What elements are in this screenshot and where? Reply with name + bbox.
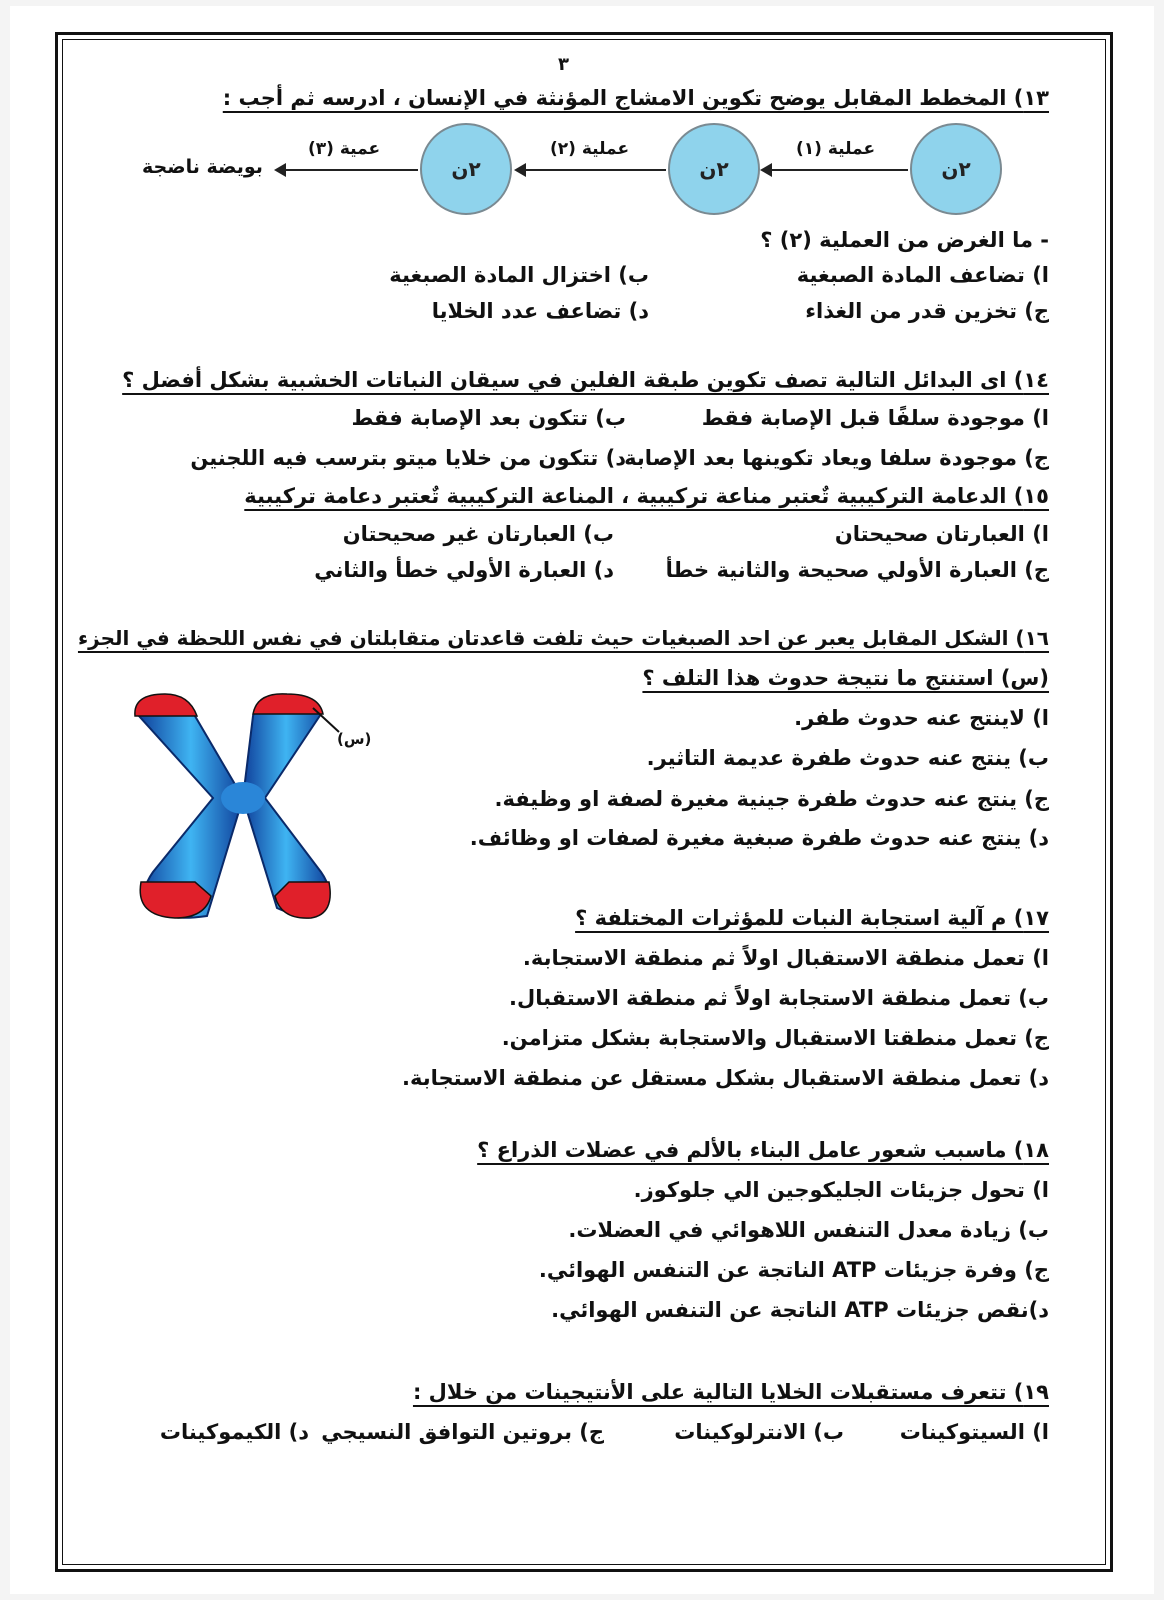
q17-option-c: ج) تعمل منطقتا الاستقبال والاستجابة بشكل متزامن.: [501, 1026, 1049, 1050]
q17-option-b: ب) تعمل منطقة الاستجابة اولاً ثم منطقة الاستقبال.: [509, 986, 1049, 1010]
chromosome-figure: [125, 686, 385, 926]
cell-2n-1: ٢ن: [910, 123, 1002, 215]
q16-option-d: د) ينتج عنه حدوث طفرة صبغية مغيرة لصفات او وظائف.: [469, 826, 1049, 850]
q13-option-a: ا) تضاعف المادة الصبغية: [796, 263, 1049, 287]
q14-option-d: د) تتكون من خلايا ميتو بترسب فيه اللجنين: [190, 446, 626, 470]
q18-option-d: د)نقص جزيئات ATP الناتجة عن التنفس الهوائي.: [551, 1298, 1049, 1322]
question-16-title-line1: ١٦) الشكل المقابل يعبر عن احد الصبغيات حيث تلفت قاعدتان متقابلتان في نفس اللحظة في الجزء: [77, 626, 1049, 650]
q16-option-b: ب) ينتج عنه حدوث طفرة عديمة التاثير.: [646, 746, 1049, 770]
q17-option-a: ا) تعمل منطقة الاستقبال اولاً ثم منطقة الاستجابة.: [522, 946, 1049, 970]
question-13-subquestion: - ما الغرض من العملية (٢) ؟: [760, 228, 1049, 252]
page-number: ٣: [558, 54, 569, 75]
q14-option-c: ج) موجودة سلفا ويعاد تكوينها بعد الإصابة: [624, 446, 1049, 470]
chromosome-icon: [125, 686, 385, 926]
process-2-label: عملية (٢): [550, 139, 630, 159]
q16-option-c: ج) ينتج عنه حدوث طفرة جينية مغيرة لصفة او وظيفة.: [494, 787, 1049, 811]
q19-option-d: د) الكيموكينات: [159, 1420, 309, 1444]
cell-2n-3: ٢ن: [420, 123, 512, 215]
q16-option-a: ا) لاينتج عنه حدوث طفر.: [794, 706, 1049, 730]
worksheet-page: [10, 6, 1154, 1594]
q18-option-a: ا) تحول جزيئات الجليكوجين الي جلوكوز.: [633, 1178, 1049, 1202]
q14-option-a: ا) موجودة سلفًا قبل الإصابة فقط: [701, 406, 1049, 430]
question-18-title: ١٨) ماسبب شعور عامل البناء بالألم في عضلات الذراع ؟: [477, 1138, 1049, 1162]
question-17-title: ١٧) م آلية استجابة النبات للمؤثرات المختلفة ؟: [575, 906, 1049, 930]
mature-ovum-label: بويضة ناضجة: [142, 156, 263, 178]
arrow-process-2: [524, 169, 666, 171]
q18-option-b: ب) زيادة معدل التنفس اللاهوائي في العضلات.: [568, 1218, 1049, 1242]
cell-2n-2: ٢ن: [668, 123, 760, 215]
arrow-process-3: [284, 169, 418, 171]
q17-option-d: د) تعمل منطقة الاستقبال بشكل مستقل عن منطقة الاستجابة.: [402, 1066, 1049, 1090]
process-3-label: عمية (٣): [308, 139, 381, 159]
question-13-title: ١٣) المخطط المقابل يوضح تكوين الامشاج المؤنثة في الإنسان ، ادرسه ثم أجب :: [222, 86, 1049, 110]
q19-option-b: ب) الانترلوكينات: [674, 1420, 844, 1444]
process-1-label: عملية (١): [796, 139, 876, 159]
q19-option-a: ا) السيتوكينات: [899, 1420, 1049, 1444]
q19-option-c: ج) بروتين التوافق النسيجي: [321, 1420, 604, 1444]
q13-option-d: د) تضاعف عدد الخلايا: [431, 299, 649, 323]
q13-option-c: ج) تخزين قدر من الغذاء: [805, 299, 1049, 323]
arrow-process-1: [770, 169, 908, 171]
q15-option-b: ب) العبارتان غير صحيحتان: [342, 522, 614, 546]
figure-label-s: (س): [337, 730, 372, 748]
q13-option-b: ب) اختزال المادة الصبغية: [389, 263, 649, 287]
question-16-title-line2: (س) استنتج ما نتيجة حدوث هذا التلف ؟: [642, 666, 1049, 690]
q14-option-b: ب) تتكون بعد الإصابة فقط: [351, 406, 626, 430]
question-15-title: ١٥) الدعامة التركيبية تٌعتبر مناعة تركيبية ، المناعة التركيبية تٌعتبر دعامة تركيبية: [244, 484, 1049, 508]
q15-option-a: ا) العبارتان صحيحتان: [834, 522, 1049, 546]
question-19-title: ١٩) تتعرف مستقبلات الخلايا التالية على الأنتيجينات من خلال :: [412, 1380, 1049, 1404]
question-14-title: ١٤) اى البدائل التالية تصف تكوين طبقة الفلين في سيقان النباتات الخشبية بشكل أفضل ؟: [122, 368, 1049, 392]
q15-option-c: ج) العبارة الأولي صحيحة والثانية خطأ: [665, 558, 1049, 582]
q15-option-d: د) العبارة الأولي خطأ والثاني: [314, 558, 614, 582]
q18-option-c: ج) وفرة جزيئات ATP الناتجة عن التنفس الهوائي.: [538, 1258, 1049, 1282]
